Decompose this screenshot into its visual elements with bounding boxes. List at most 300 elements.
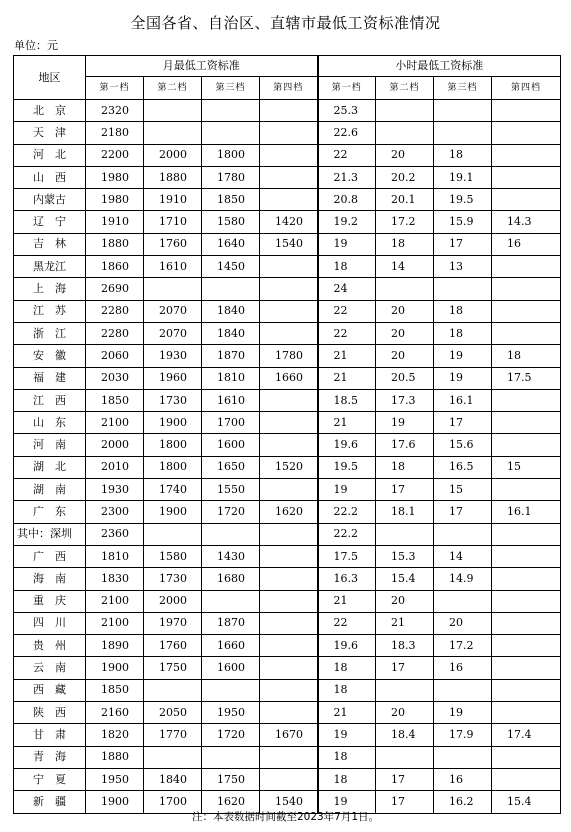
monthly-tier-2-cell: 1960 — [144, 367, 202, 389]
region-cell: 黑龙江 — [14, 256, 86, 278]
monthly-tier-3-cell: 1660 — [202, 635, 260, 657]
monthly-tier-1-cell: 2300 — [86, 501, 144, 523]
table-row — [14, 389, 561, 411]
monthly-tier-2-cell: 1800 — [144, 456, 202, 478]
monthly-tier-1-cell: 1930 — [86, 479, 144, 501]
header-tier-row — [14, 77, 561, 100]
hourly-tier-4-cell: 17.4 — [492, 724, 561, 746]
table-row — [14, 278, 561, 300]
monthly-tier-1-cell: 1900 — [86, 791, 144, 813]
monthly-tier-4-cell — [260, 144, 318, 166]
hourly-tier-3-cell: 20 — [434, 612, 492, 634]
monthly-tier-3-cell: 1720 — [202, 724, 260, 746]
monthly-tier-1-cell: 2030 — [86, 367, 144, 389]
hourly-tier-2-cell: 19 — [376, 412, 434, 434]
hourly-tier-4-cell — [492, 635, 561, 657]
table-row — [14, 100, 561, 122]
hourly-tier-2-cell: 18 — [376, 456, 434, 478]
hourly-tier-1-cell: 21 — [318, 412, 376, 434]
hourly-tier-1-cell: 19 — [318, 791, 376, 813]
region-cell: 青 海 — [14, 746, 86, 768]
region-cell: 福 建 — [14, 367, 86, 389]
hourly-tier-3-cell: 15.9 — [434, 211, 492, 233]
hourly-tier-3-cell: 17 — [434, 233, 492, 255]
hourly-tier-3-cell: 19 — [434, 367, 492, 389]
hourly-tier-1-cell: 18 — [318, 657, 376, 679]
hourly-tier-3-cell: 16.5 — [434, 456, 492, 478]
hourly-tier-1-cell: 19 — [318, 233, 376, 255]
monthly-tier-4-cell — [260, 657, 318, 679]
monthly-tier-4-cell — [260, 278, 318, 300]
monthly-tier-3-cell: 1550 — [202, 479, 260, 501]
table-row — [14, 233, 561, 255]
region-cell: 天 津 — [14, 122, 86, 144]
hourly-tier-2-cell: 17 — [376, 791, 434, 813]
hourly-tier-1-cell: 19.6 — [318, 434, 376, 456]
hourly-tier-header: 第四档 — [492, 77, 561, 100]
hourly-tier-4-cell — [492, 300, 561, 322]
table-row — [14, 122, 561, 144]
monthly-tier-3-cell: 1650 — [202, 456, 260, 478]
hourly-tier-1-cell: 19 — [318, 724, 376, 746]
table-row — [14, 679, 561, 701]
hourly-tier-3-cell: 16 — [434, 768, 492, 790]
monthly-tier-1-cell: 2360 — [86, 523, 144, 545]
region-cell: 河 南 — [14, 434, 86, 456]
monthly-tier-2-cell — [144, 100, 202, 122]
monthly-tier-2-cell: 1800 — [144, 434, 202, 456]
hourly-tier-1-cell: 22 — [318, 322, 376, 344]
table-row — [14, 412, 561, 434]
monthly-tier-1-cell: 2000 — [86, 434, 144, 456]
table-row — [14, 256, 561, 278]
monthly-tier-1-cell: 2100 — [86, 612, 144, 634]
hourly-tier-4-cell: 16 — [492, 233, 561, 255]
region-cell: 山 东 — [14, 412, 86, 434]
hourly-tier-1-cell: 21 — [318, 345, 376, 367]
region-cell: 湖 北 — [14, 456, 86, 478]
monthly-tier-1-cell: 1860 — [86, 256, 144, 278]
region-cell: 河 北 — [14, 144, 86, 166]
table-row — [14, 657, 561, 679]
hourly-tier-4-cell — [492, 768, 561, 790]
monthly-tier-2-cell: 1580 — [144, 545, 202, 567]
region-cell: 吉 林 — [14, 233, 86, 255]
monthly-tier-3-cell — [202, 100, 260, 122]
hourly-tier-4-cell: 14.3 — [492, 211, 561, 233]
monthly-tier-4-cell: 1620 — [260, 501, 318, 523]
hourly-tier-4-cell — [492, 523, 561, 545]
hourly-tier-3-cell: 18 — [434, 144, 492, 166]
table-row — [14, 568, 561, 590]
monthly-tier-3-cell: 1720 — [202, 501, 260, 523]
monthly-tier-4-cell — [260, 523, 318, 545]
monthly-tier-1-cell: 2100 — [86, 412, 144, 434]
monthly-tier-3-cell: 1680 — [202, 568, 260, 590]
hourly-tier-4-cell — [492, 189, 561, 211]
monthly-tier-2-cell: 2000 — [144, 144, 202, 166]
monthly-tier-3-cell: 1750 — [202, 768, 260, 790]
monthly-tier-3-cell — [202, 523, 260, 545]
monthly-tier-1-cell: 1830 — [86, 568, 144, 590]
table-row — [14, 501, 561, 523]
monthly-tier-4-cell — [260, 412, 318, 434]
monthly-tier-4-cell — [260, 100, 318, 122]
hourly-tier-2-cell — [376, 746, 434, 768]
hourly-tier-3-cell: 17.2 — [434, 635, 492, 657]
hourly-tier-2-cell: 14 — [376, 256, 434, 278]
hourly-tier-2-cell: 17 — [376, 479, 434, 501]
monthly-tier-4-cell: 1780 — [260, 345, 318, 367]
hourly-tier-4-cell — [492, 746, 561, 768]
monthly-tier-2-cell — [144, 679, 202, 701]
monthly-tier-1-cell: 2180 — [86, 122, 144, 144]
monthly-tier-1-cell: 1910 — [86, 211, 144, 233]
monthly-tier-1-cell: 1850 — [86, 389, 144, 411]
hourly-tier-3-cell — [434, 679, 492, 701]
hourly-tier-2-cell: 17 — [376, 657, 434, 679]
hourly-tier-2-cell: 18.1 — [376, 501, 434, 523]
hourly-tier-3-cell — [434, 122, 492, 144]
monthly-tier-3-cell: 1450 — [202, 256, 260, 278]
monthly-tier-1-cell: 1900 — [86, 657, 144, 679]
hourly-tier-3-cell: 14 — [434, 545, 492, 567]
region-cell: 湖 南 — [14, 479, 86, 501]
monthly-tier-2-cell: 2070 — [144, 300, 202, 322]
monthly-tier-2-cell: 2050 — [144, 702, 202, 724]
hourly-tier-4-cell — [492, 568, 561, 590]
monthly-tier-1-cell: 2010 — [86, 456, 144, 478]
hourly-tier-header: 第一档 — [318, 77, 376, 100]
monthly-tier-4-cell — [260, 612, 318, 634]
monthly-tier-4-cell: 1540 — [260, 791, 318, 813]
monthly-tier-1-cell: 1820 — [86, 724, 144, 746]
monthly-tier-2-cell — [144, 122, 202, 144]
hourly-tier-2-cell: 15.4 — [376, 568, 434, 590]
hourly-tier-3-cell: 17 — [434, 412, 492, 434]
hourly-tier-3-cell: 15 — [434, 479, 492, 501]
monthly-tier-4-cell — [260, 702, 318, 724]
hourly-tier-4-cell — [492, 590, 561, 612]
hourly-tier-4-cell — [492, 545, 561, 567]
monthly-tier-3-cell: 1850 — [202, 189, 260, 211]
hourly-tier-3-cell: 18 — [434, 300, 492, 322]
monthly-tier-2-cell: 1840 — [144, 768, 202, 790]
region-cell: 其中：深圳 — [14, 523, 86, 545]
monthly-tier-1-cell: 1980 — [86, 189, 144, 211]
hourly-tier-1-cell: 19 — [318, 479, 376, 501]
monthly-tier-2-cell — [144, 278, 202, 300]
monthly-tier-4-cell — [260, 635, 318, 657]
hourly-tier-2-cell: 20 — [376, 144, 434, 166]
monthly-tier-3-cell: 1870 — [202, 612, 260, 634]
hourly-tier-1-cell: 22.2 — [318, 523, 376, 545]
monthly-tier-header: 第四档 — [260, 77, 318, 100]
monthly-tier-4-cell — [260, 545, 318, 567]
monthly-tier-2-cell: 1930 — [144, 345, 202, 367]
hourly-tier-4-cell — [492, 389, 561, 411]
monthly-tier-header: 第二档 — [144, 77, 202, 100]
hourly-tier-4-cell — [492, 278, 561, 300]
hourly-tier-1-cell: 22 — [318, 612, 376, 634]
monthly-tier-1-cell: 1880 — [86, 746, 144, 768]
monthly-tier-3-cell — [202, 278, 260, 300]
hourly-tier-2-cell: 20 — [376, 590, 434, 612]
hourly-tier-2-cell: 20.2 — [376, 166, 434, 188]
hourly-tier-4-cell — [492, 612, 561, 634]
hourly-tier-4-cell — [492, 122, 561, 144]
region-cell: 江 苏 — [14, 300, 86, 322]
hourly-tier-3-cell: 19.1 — [434, 166, 492, 188]
hourly-tier-2-cell: 20 — [376, 322, 434, 344]
hourly-tier-4-cell — [492, 100, 561, 122]
region-cell: 山 西 — [14, 166, 86, 188]
region-cell: 内蒙古 — [14, 189, 86, 211]
monthly-tier-1-cell: 2690 — [86, 278, 144, 300]
monthly-tier-4-cell — [260, 568, 318, 590]
monthly-tier-2-cell — [144, 523, 202, 545]
region-cell: 江 西 — [14, 389, 86, 411]
table-row — [14, 300, 561, 322]
monthly-tier-3-cell — [202, 590, 260, 612]
monthly-tier-2-cell: 2000 — [144, 590, 202, 612]
monthly-tier-2-cell: 1900 — [144, 412, 202, 434]
hourly-group-header: 小时最低工资标准 — [318, 56, 561, 77]
hourly-tier-3-cell: 13 — [434, 256, 492, 278]
hourly-tier-4-cell: 16.1 — [492, 501, 561, 523]
monthly-tier-1-cell: 1880 — [86, 233, 144, 255]
region-cell: 北 京 — [14, 100, 86, 122]
hourly-tier-4-cell — [492, 256, 561, 278]
hourly-tier-3-cell: 14.9 — [434, 568, 492, 590]
hourly-tier-2-cell: 17.6 — [376, 434, 434, 456]
monthly-tier-2-cell: 1900 — [144, 501, 202, 523]
hourly-tier-1-cell: 18 — [318, 256, 376, 278]
hourly-tier-1-cell: 21 — [318, 702, 376, 724]
hourly-tier-header: 第三档 — [434, 77, 492, 100]
region-cell: 重 庆 — [14, 590, 86, 612]
hourly-tier-1-cell: 22.2 — [318, 501, 376, 523]
table-body — [14, 100, 561, 814]
hourly-tier-3-cell — [434, 100, 492, 122]
hourly-tier-1-cell: 20.8 — [318, 189, 376, 211]
monthly-tier-3-cell: 1580 — [202, 211, 260, 233]
monthly-tier-3-cell: 1810 — [202, 367, 260, 389]
hourly-tier-3-cell: 19 — [434, 345, 492, 367]
hourly-tier-2-cell: 21 — [376, 612, 434, 634]
region-cell: 广 西 — [14, 545, 86, 567]
region-cell: 辽 宁 — [14, 211, 86, 233]
monthly-tier-2-cell: 1770 — [144, 724, 202, 746]
monthly-tier-1-cell: 1850 — [86, 679, 144, 701]
monthly-tier-3-cell: 1840 — [202, 322, 260, 344]
hourly-tier-1-cell: 16.3 — [318, 568, 376, 590]
page-title: 全国各省、自治区、直辖市最低工资标准情况 — [130, 14, 441, 32]
table-row — [14, 166, 561, 188]
table-row — [14, 211, 561, 233]
hourly-tier-1-cell: 17.5 — [318, 545, 376, 567]
hourly-tier-2-cell: 20 — [376, 702, 434, 724]
table-row — [14, 612, 561, 634]
monthly-tier-3-cell — [202, 746, 260, 768]
monthly-tier-2-cell: 1880 — [144, 166, 202, 188]
hourly-tier-2-cell — [376, 523, 434, 545]
hourly-tier-4-cell — [492, 412, 561, 434]
hourly-tier-1-cell: 19.6 — [318, 635, 376, 657]
monthly-tier-1-cell: 2320 — [86, 100, 144, 122]
table-row — [14, 189, 561, 211]
monthly-tier-4-cell — [260, 166, 318, 188]
monthly-tier-2-cell: 2070 — [144, 322, 202, 344]
hourly-tier-1-cell: 22.6 — [318, 122, 376, 144]
hourly-tier-4-cell — [492, 434, 561, 456]
monthly-tier-3-cell: 1870 — [202, 345, 260, 367]
monthly-tier-3-cell: 1640 — [202, 233, 260, 255]
monthly-tier-2-cell: 1610 — [144, 256, 202, 278]
hourly-tier-3-cell: 16 — [434, 657, 492, 679]
monthly-tier-1-cell: 2200 — [86, 144, 144, 166]
hourly-tier-1-cell: 19.2 — [318, 211, 376, 233]
hourly-tier-4-cell — [492, 166, 561, 188]
hourly-tier-1-cell: 21 — [318, 590, 376, 612]
monthly-tier-3-cell: 1600 — [202, 434, 260, 456]
monthly-tier-3-cell: 1430 — [202, 545, 260, 567]
hourly-tier-2-cell: 18.3 — [376, 635, 434, 657]
monthly-tier-4-cell: 1420 — [260, 211, 318, 233]
monthly-tier-1-cell: 1980 — [86, 166, 144, 188]
hourly-tier-3-cell: 17.9 — [434, 724, 492, 746]
hourly-tier-3-cell: 19.5 — [434, 189, 492, 211]
hourly-tier-3-cell: 15.6 — [434, 434, 492, 456]
monthly-tier-3-cell: 1600 — [202, 657, 260, 679]
min-wage-table — [13, 55, 561, 814]
monthly-tier-1-cell: 2100 — [86, 590, 144, 612]
monthly-tier-1-cell: 2060 — [86, 345, 144, 367]
monthly-tier-3-cell: 1610 — [202, 389, 260, 411]
monthly-tier-4-cell — [260, 679, 318, 701]
header-group-row — [14, 56, 561, 77]
monthly-tier-4-cell — [260, 122, 318, 144]
table-row — [14, 523, 561, 545]
hourly-tier-2-cell: 17.3 — [376, 389, 434, 411]
monthly-tier-1-cell: 2280 — [86, 322, 144, 344]
hourly-tier-3-cell: 18 — [434, 322, 492, 344]
monthly-tier-2-cell: 1740 — [144, 479, 202, 501]
region-cell: 安 徽 — [14, 345, 86, 367]
hourly-tier-1-cell: 18 — [318, 768, 376, 790]
hourly-tier-1-cell: 21 — [318, 367, 376, 389]
table-row — [14, 768, 561, 790]
hourly-tier-2-cell: 20.5 — [376, 367, 434, 389]
monthly-tier-3-cell: 1700 — [202, 412, 260, 434]
region-cell: 宁 夏 — [14, 768, 86, 790]
hourly-tier-4-cell — [492, 144, 561, 166]
monthly-tier-2-cell: 1760 — [144, 635, 202, 657]
footnote: 注：本表数据时间截至2023年7月1日。 — [191, 811, 380, 823]
region-cell: 陕 西 — [14, 702, 86, 724]
monthly-tier-3-cell — [202, 122, 260, 144]
hourly-tier-3-cell: 19 — [434, 702, 492, 724]
table-row — [14, 545, 561, 567]
monthly-tier-header: 第一档 — [86, 77, 144, 100]
monthly-tier-4-cell — [260, 434, 318, 456]
monthly-tier-3-cell: 1840 — [202, 300, 260, 322]
region-cell: 云 南 — [14, 657, 86, 679]
hourly-tier-3-cell: 16.2 — [434, 791, 492, 813]
monthly-tier-3-cell: 1800 — [202, 144, 260, 166]
region-cell: 西 藏 — [14, 679, 86, 701]
hourly-tier-1-cell: 19.5 — [318, 456, 376, 478]
region-header: 地区 — [14, 56, 86, 100]
hourly-tier-2-cell — [376, 100, 434, 122]
table-row — [14, 434, 561, 456]
monthly-tier-4-cell: 1660 — [260, 367, 318, 389]
hourly-tier-3-cell — [434, 746, 492, 768]
hourly-tier-2-cell — [376, 122, 434, 144]
region-cell: 新 疆 — [14, 791, 86, 813]
hourly-tier-2-cell — [376, 278, 434, 300]
table-row — [14, 724, 561, 746]
hourly-tier-2-cell — [376, 679, 434, 701]
monthly-tier-2-cell: 1710 — [144, 211, 202, 233]
hourly-tier-2-cell: 20 — [376, 300, 434, 322]
monthly-tier-4-cell — [260, 322, 318, 344]
hourly-tier-2-cell: 18 — [376, 233, 434, 255]
hourly-tier-4-cell: 15.4 — [492, 791, 561, 813]
monthly-tier-2-cell: 1760 — [144, 233, 202, 255]
hourly-tier-4-cell — [492, 657, 561, 679]
hourly-tier-2-cell: 15.3 — [376, 545, 434, 567]
hourly-tier-header: 第二档 — [376, 77, 434, 100]
region-cell: 四 川 — [14, 612, 86, 634]
hourly-tier-3-cell — [434, 278, 492, 300]
table-row — [14, 479, 561, 501]
hourly-tier-2-cell: 20.1 — [376, 189, 434, 211]
monthly-tier-3-cell: 1950 — [202, 702, 260, 724]
hourly-tier-4-cell: 17.5 — [492, 367, 561, 389]
hourly-tier-1-cell: 18 — [318, 679, 376, 701]
region-cell: 上 海 — [14, 278, 86, 300]
table-row — [14, 345, 561, 367]
monthly-tier-2-cell: 1910 — [144, 189, 202, 211]
monthly-tier-1-cell: 1890 — [86, 635, 144, 657]
hourly-tier-4-cell — [492, 679, 561, 701]
monthly-tier-1-cell: 1950 — [86, 768, 144, 790]
hourly-tier-3-cell — [434, 523, 492, 545]
table-row — [14, 590, 561, 612]
hourly-tier-4-cell: 18 — [492, 345, 561, 367]
table-row — [14, 746, 561, 768]
monthly-tier-1-cell: 1810 — [86, 545, 144, 567]
table-row — [14, 635, 561, 657]
monthly-tier-4-cell: 1540 — [260, 233, 318, 255]
hourly-tier-3-cell: 16.1 — [434, 389, 492, 411]
monthly-tier-2-cell: 1730 — [144, 568, 202, 590]
monthly-group-header: 月最低工资标准 — [86, 56, 318, 77]
hourly-tier-1-cell: 24 — [318, 278, 376, 300]
unit-label: 单位：元 — [14, 39, 58, 52]
hourly-tier-4-cell — [492, 479, 561, 501]
monthly-tier-4-cell — [260, 389, 318, 411]
monthly-tier-3-cell: 1780 — [202, 166, 260, 188]
hourly-tier-2-cell: 20 — [376, 345, 434, 367]
monthly-tier-2-cell: 1730 — [144, 389, 202, 411]
monthly-tier-4-cell — [260, 300, 318, 322]
region-cell: 广 东 — [14, 501, 86, 523]
hourly-tier-3-cell — [434, 590, 492, 612]
monthly-tier-2-cell: 1750 — [144, 657, 202, 679]
monthly-tier-3-cell: 1620 — [202, 791, 260, 813]
